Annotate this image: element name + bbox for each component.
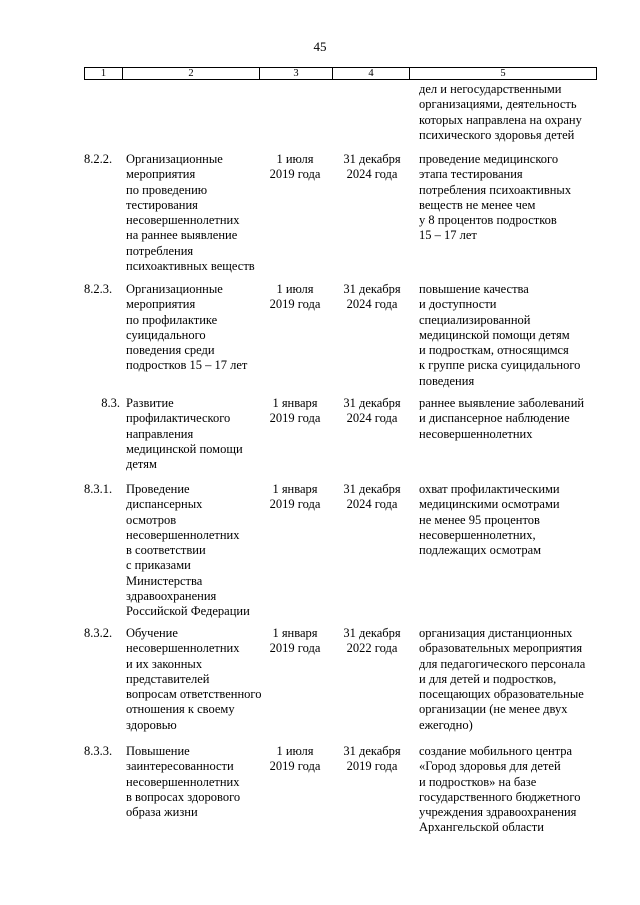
row-name: Организационные мероприятия по профилактике суицидального поведения среди подростков 15 – 17 лет	[126, 282, 248, 373]
row-end-date: 31 декабря 2019 года	[343, 744, 401, 774]
row-end-date: 31 декабря 2024 года	[343, 482, 401, 512]
header-col-5: 5	[500, 68, 506, 79]
row-name: Организационные мероприятия по проведению тестирования несовершеннолетних на раннее выявление потребления психоактивных веществ	[126, 152, 255, 274]
row-end-date: 31 декабря 2024 года	[343, 396, 401, 426]
row-name: Повышение заинтересованности несовершеннолетних в вопросах здорового образа жизни	[126, 744, 241, 820]
row-number: 8.3.3.	[84, 744, 113, 758]
header-col-3: 3	[260, 68, 333, 79]
row-end-date: 31 декабря 2024 года	[343, 152, 401, 182]
row-number: 8.3.	[101, 396, 120, 410]
header-col-1: 1	[85, 68, 123, 79]
row-start-date: 1 января 2019 года	[269, 396, 321, 426]
page-number: 45	[313, 39, 327, 54]
row-name: Развитие профилактического направления медицинской помощи детям	[126, 396, 243, 472]
table-header	[84, 67, 597, 80]
row-name: Проведение диспансерных осмотров несовершеннолетних в соответствии с приказами Министерства здравоохранения Российской Федерации	[126, 482, 250, 619]
row-result: раннее выявление заболеваний и диспансерное наблюдение несовершеннолетних	[419, 396, 585, 441]
row-result: организация дистанционных образовательных мероприятия для педагогического персонала и для детей и подростков, посещающих образовательные организации (не менее двух ежегодно)	[419, 626, 586, 732]
header-col-2: 2	[123, 68, 260, 79]
row-result: повышение качества и доступности специализированной медицинской помощи детям и подросткам, относящимся к группе риска суицидального поведения	[419, 282, 581, 388]
header-col-4: 4	[333, 68, 410, 79]
row-result: проведение медицинского этапа тестирования потребления психоактивных веществ не менее чем у 8 процентов подростков 15 – 17 лет	[419, 152, 572, 243]
row-number: 8.2.3.	[84, 282, 113, 296]
row-start-date: 1 января 2019 года	[269, 482, 321, 512]
row-name: Обучение несовершеннолетних и их законных представителей вопросам ответственного отношения к своему здоровью	[126, 626, 262, 732]
row-start-date: 1 июля 2019 года	[269, 282, 321, 312]
row-start-date: 1 июля 2019 года	[269, 744, 321, 774]
row-number: 8.3.2.	[84, 626, 113, 640]
row-number: 8.3.1.	[84, 482, 113, 496]
row-end-date: 31 декабря 2024 года	[343, 282, 401, 312]
row-result: охват профилактическими медицинскими осмотрами не менее 95 процентов несовершеннолетних, подлежащих осмотрам	[419, 482, 560, 558]
row-number: 8.2.2.	[84, 152, 113, 166]
row-start-date: 1 июля 2019 года	[269, 152, 321, 182]
row-start-date: 1 января 2019 года	[269, 626, 321, 656]
row-result: создание мобильного центра «Город здоровья для детей и подростков» на базе государственного бюджетного учреждения здравоохранения Архангельской области	[419, 744, 581, 835]
row-end-date: 31 декабря 2022 года	[343, 626, 401, 656]
continued-result-text: дел и негосударственными организациями, деятельность которых направлена на охрану психического здоровья детей	[419, 82, 582, 142]
